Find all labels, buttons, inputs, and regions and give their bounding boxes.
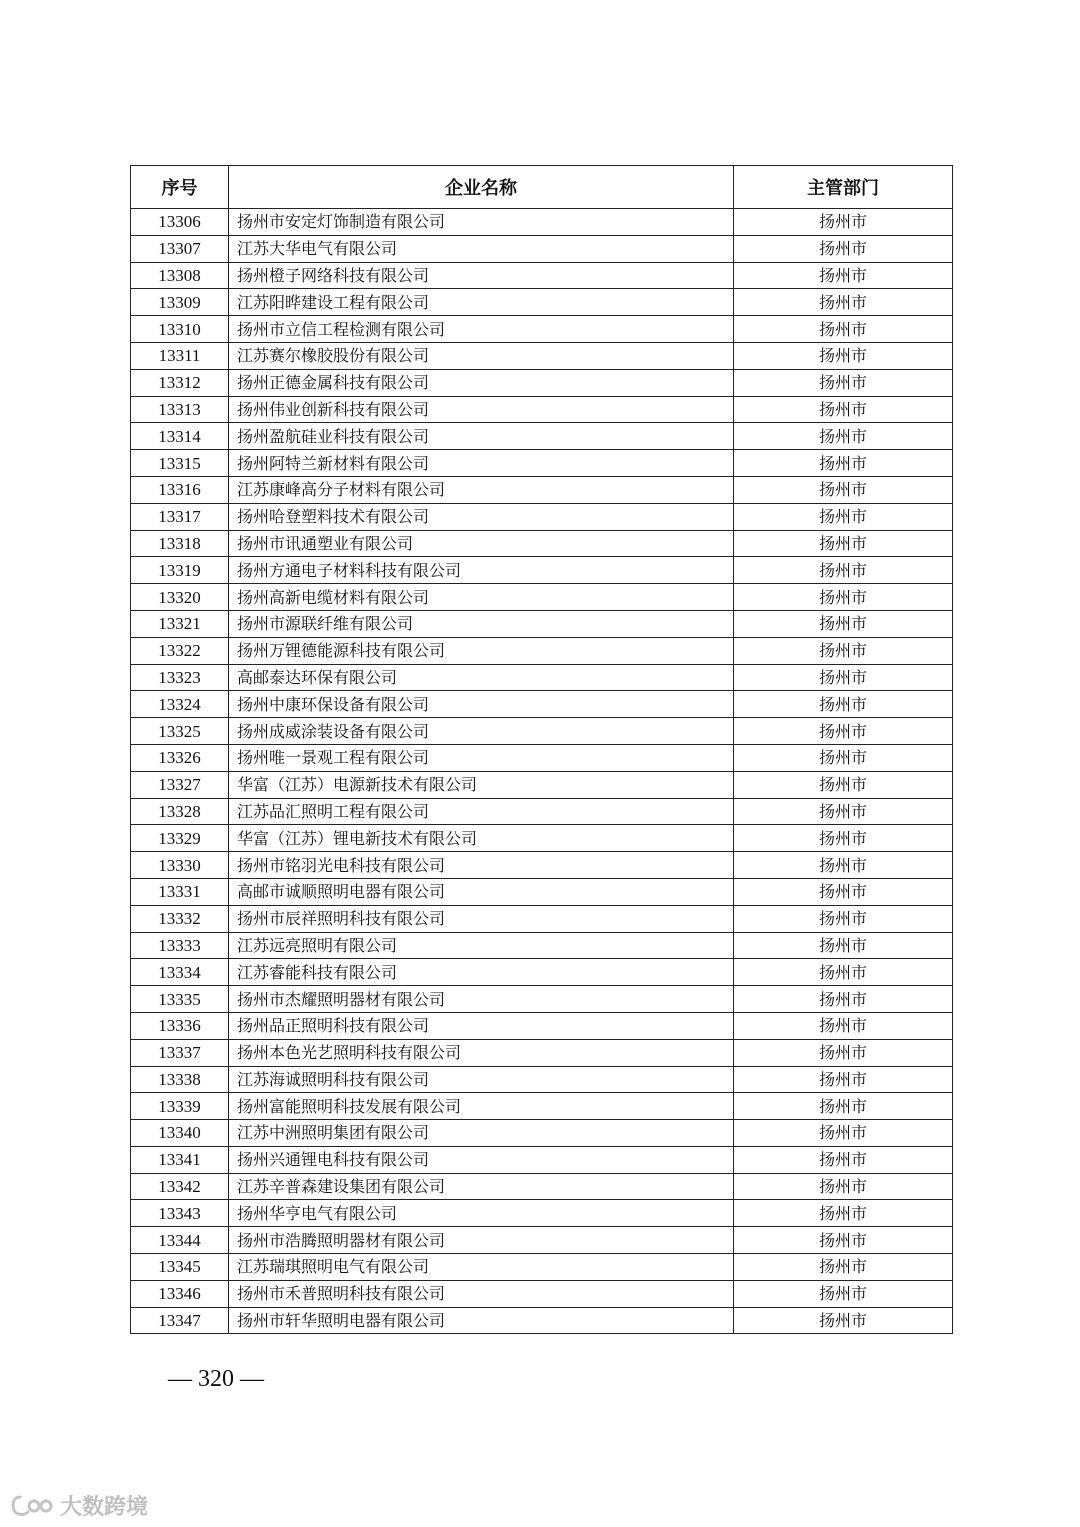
row-company-name: 扬州盈航硅业科技有限公司 xyxy=(229,423,734,450)
table-row xyxy=(131,986,953,1013)
table-row xyxy=(131,262,953,289)
row-company-name: 扬州伟业创新科技有限公司 xyxy=(229,396,734,423)
row-department: 扬州市 xyxy=(734,1173,953,1200)
row-department: 扬州市 xyxy=(734,986,953,1013)
row-department: 扬州市 xyxy=(734,235,953,262)
row-company-name: 扬州市轩华照明电器有限公司 xyxy=(229,1307,734,1334)
row-serial: 13310 xyxy=(131,316,229,343)
table-row xyxy=(131,610,953,637)
row-company-name: 江苏瑞琪照明电气有限公司 xyxy=(229,1254,734,1281)
row-department: 扬州市 xyxy=(734,476,953,503)
row-company-name: 扬州市源联纤维有限公司 xyxy=(229,610,734,637)
row-company-name: 扬州品正照明科技有限公司 xyxy=(229,1012,734,1039)
row-company-name: 扬州市讯通塑业有限公司 xyxy=(229,530,734,557)
row-department: 扬州市 xyxy=(734,825,953,852)
table-row xyxy=(131,557,953,584)
row-company-name: 华富（江苏）锂电新技术有限公司 xyxy=(229,825,734,852)
table-row xyxy=(131,771,953,798)
row-company-name: 高邮泰达环保有限公司 xyxy=(229,664,734,691)
row-serial: 13345 xyxy=(131,1254,229,1281)
row-company-name: 江苏辛普森建设集团有限公司 xyxy=(229,1173,734,1200)
row-department: 扬州市 xyxy=(734,959,953,986)
table-row xyxy=(131,1146,953,1173)
row-department: 扬州市 xyxy=(734,262,953,289)
table-row xyxy=(131,289,953,316)
table-row xyxy=(131,1307,953,1334)
brand-logo-icon xyxy=(10,1493,54,1519)
table-row xyxy=(131,1120,953,1147)
table-row xyxy=(131,476,953,503)
table-row xyxy=(131,1012,953,1039)
row-serial: 13313 xyxy=(131,396,229,423)
table-row xyxy=(131,1280,953,1307)
row-serial: 13339 xyxy=(131,1093,229,1120)
row-department: 扬州市 xyxy=(734,342,953,369)
row-department: 扬州市 xyxy=(734,289,953,316)
row-department: 扬州市 xyxy=(734,1200,953,1227)
row-serial: 13322 xyxy=(131,637,229,664)
row-serial: 13335 xyxy=(131,986,229,1013)
row-company-name: 扬州市杰耀照明器材有限公司 xyxy=(229,986,734,1013)
row-serial: 13319 xyxy=(131,557,229,584)
table-row xyxy=(131,878,953,905)
row-company-name: 江苏大华电气有限公司 xyxy=(229,235,734,262)
row-company-name: 扬州中康环保设备有限公司 xyxy=(229,691,734,718)
table-row xyxy=(131,718,953,745)
row-department: 扬州市 xyxy=(734,664,953,691)
row-serial: 13309 xyxy=(131,289,229,316)
row-company-name: 扬州方通电子材料科技有限公司 xyxy=(229,557,734,584)
row-company-name: 扬州市辰祥照明科技有限公司 xyxy=(229,905,734,932)
table-row xyxy=(131,959,953,986)
table-row xyxy=(131,932,953,959)
row-serial: 13317 xyxy=(131,503,229,530)
table-row xyxy=(131,503,953,530)
row-department: 扬州市 xyxy=(734,771,953,798)
row-serial: 13324 xyxy=(131,691,229,718)
row-department: 扬州市 xyxy=(734,1012,953,1039)
row-serial: 13336 xyxy=(131,1012,229,1039)
row-department: 扬州市 xyxy=(734,1146,953,1173)
row-department: 扬州市 xyxy=(734,396,953,423)
row-serial: 13326 xyxy=(131,744,229,771)
table-row xyxy=(131,664,953,691)
row-company-name: 扬州唯一景观工程有限公司 xyxy=(229,744,734,771)
table-row xyxy=(131,1039,953,1066)
row-company-name: 扬州市浩腾照明器材有限公司 xyxy=(229,1227,734,1254)
table-row xyxy=(131,369,953,396)
table-row xyxy=(131,450,953,477)
row-serial: 13333 xyxy=(131,932,229,959)
table-row xyxy=(131,905,953,932)
table-row xyxy=(131,852,953,879)
header-serial: 序号 xyxy=(131,166,229,209)
table-row xyxy=(131,825,953,852)
table-body xyxy=(131,209,953,1334)
row-company-name: 扬州万锂德能源科技有限公司 xyxy=(229,637,734,664)
row-department: 扬州市 xyxy=(734,610,953,637)
row-company-name: 扬州哈登塑料技术有限公司 xyxy=(229,503,734,530)
row-department: 扬州市 xyxy=(734,557,953,584)
table-header-row xyxy=(131,166,953,209)
row-serial: 13329 xyxy=(131,825,229,852)
row-department: 扬州市 xyxy=(734,852,953,879)
row-company-name: 扬州市安定灯饰制造有限公司 xyxy=(229,209,734,236)
row-serial: 13314 xyxy=(131,423,229,450)
row-department: 扬州市 xyxy=(734,369,953,396)
row-department: 扬州市 xyxy=(734,1066,953,1093)
row-company-name: 扬州市禾普照明科技有限公司 xyxy=(229,1280,734,1307)
row-company-name: 江苏阳晔建设工程有限公司 xyxy=(229,289,734,316)
row-company-name: 扬州富能照明科技发展有限公司 xyxy=(229,1093,734,1120)
row-company-name: 扬州阿特兰新材料有限公司 xyxy=(229,450,734,477)
row-company-name: 扬州市铭羽光电科技有限公司 xyxy=(229,852,734,879)
row-department: 扬州市 xyxy=(734,744,953,771)
row-company-name: 江苏中洲照明集团有限公司 xyxy=(229,1120,734,1147)
row-company-name: 高邮市诚顺照明电器有限公司 xyxy=(229,878,734,905)
row-company-name: 扬州本色光艺照明科技有限公司 xyxy=(229,1039,734,1066)
page-number: — 320 — xyxy=(168,1366,264,1392)
table-row xyxy=(131,1200,953,1227)
row-serial: 13343 xyxy=(131,1200,229,1227)
row-serial: 13306 xyxy=(131,209,229,236)
row-company-name: 扬州成威涂装设备有限公司 xyxy=(229,718,734,745)
table-row xyxy=(131,1093,953,1120)
enterprise-table xyxy=(130,165,953,1334)
row-serial: 13320 xyxy=(131,584,229,611)
row-serial: 13337 xyxy=(131,1039,229,1066)
table-row xyxy=(131,1254,953,1281)
row-department: 扬州市 xyxy=(734,503,953,530)
row-department: 扬州市 xyxy=(734,1093,953,1120)
row-department: 扬州市 xyxy=(734,1254,953,1281)
row-serial: 13342 xyxy=(131,1173,229,1200)
row-serial: 13346 xyxy=(131,1280,229,1307)
row-department: 扬州市 xyxy=(734,932,953,959)
row-company-name: 扬州高新电缆材料有限公司 xyxy=(229,584,734,611)
table-row xyxy=(131,691,953,718)
row-department: 扬州市 xyxy=(734,209,953,236)
row-company-name: 江苏睿能科技有限公司 xyxy=(229,959,734,986)
header-department: 主管部门 xyxy=(734,166,953,209)
row-department: 扬州市 xyxy=(734,1039,953,1066)
row-serial: 13328 xyxy=(131,798,229,825)
row-serial: 13341 xyxy=(131,1146,229,1173)
row-serial: 13315 xyxy=(131,450,229,477)
row-department: 扬州市 xyxy=(734,584,953,611)
row-company-name: 华富（江苏）电源新技术有限公司 xyxy=(229,771,734,798)
table-row xyxy=(131,1066,953,1093)
row-company-name: 扬州华亨电气有限公司 xyxy=(229,1200,734,1227)
row-department: 扬州市 xyxy=(734,1227,953,1254)
row-company-name: 扬州兴通锂电科技有限公司 xyxy=(229,1146,734,1173)
row-department: 扬州市 xyxy=(734,798,953,825)
row-serial: 13311 xyxy=(131,342,229,369)
table-row xyxy=(131,1173,953,1200)
table-row xyxy=(131,342,953,369)
row-serial: 13334 xyxy=(131,959,229,986)
row-serial: 13331 xyxy=(131,878,229,905)
table-row xyxy=(131,235,953,262)
row-serial: 13312 xyxy=(131,369,229,396)
row-serial: 13344 xyxy=(131,1227,229,1254)
row-company-name: 江苏远亮照明有限公司 xyxy=(229,932,734,959)
table-row xyxy=(131,209,953,236)
row-department: 扬州市 xyxy=(734,316,953,343)
row-serial: 13308 xyxy=(131,262,229,289)
table-row xyxy=(131,396,953,423)
row-company-name: 江苏康峰高分子材料有限公司 xyxy=(229,476,734,503)
row-department: 扬州市 xyxy=(734,637,953,664)
watermark-text: 大数跨境 xyxy=(60,1495,149,1520)
row-company-name: 扬州市立信工程检测有限公司 xyxy=(229,316,734,343)
table-row xyxy=(131,744,953,771)
row-serial: 13347 xyxy=(131,1307,229,1334)
row-department: 扬州市 xyxy=(734,905,953,932)
table-row xyxy=(131,584,953,611)
row-serial: 13323 xyxy=(131,664,229,691)
table-row xyxy=(131,530,953,557)
row-serial: 13338 xyxy=(131,1066,229,1093)
table-row xyxy=(131,316,953,343)
row-serial: 13327 xyxy=(131,771,229,798)
row-serial: 13307 xyxy=(131,235,229,262)
row-serial: 13325 xyxy=(131,718,229,745)
table-row xyxy=(131,1227,953,1254)
row-department: 扬州市 xyxy=(734,423,953,450)
row-company-name: 江苏品汇照明工程有限公司 xyxy=(229,798,734,825)
row-department: 扬州市 xyxy=(734,718,953,745)
row-department: 扬州市 xyxy=(734,691,953,718)
row-serial: 13316 xyxy=(131,476,229,503)
row-company-name: 江苏赛尔橡胶股份有限公司 xyxy=(229,342,734,369)
row-department: 扬州市 xyxy=(734,878,953,905)
watermark xyxy=(10,1490,148,1521)
table-row xyxy=(131,423,953,450)
row-department: 扬州市 xyxy=(734,530,953,557)
row-company-name: 江苏海诚照明科技有限公司 xyxy=(229,1066,734,1093)
table-row xyxy=(131,637,953,664)
row-department: 扬州市 xyxy=(734,1120,953,1147)
row-serial: 13318 xyxy=(131,530,229,557)
row-company-name: 扬州正德金属科技有限公司 xyxy=(229,369,734,396)
row-serial: 13332 xyxy=(131,905,229,932)
row-company-name: 扬州橙子网络科技有限公司 xyxy=(229,262,734,289)
header-company-name: 企业名称 xyxy=(229,166,734,209)
row-serial: 13330 xyxy=(131,852,229,879)
row-department: 扬州市 xyxy=(734,1307,953,1334)
table-row xyxy=(131,798,953,825)
row-serial: 13340 xyxy=(131,1120,229,1147)
row-department: 扬州市 xyxy=(734,450,953,477)
row-department: 扬州市 xyxy=(734,1280,953,1307)
row-serial: 13321 xyxy=(131,610,229,637)
